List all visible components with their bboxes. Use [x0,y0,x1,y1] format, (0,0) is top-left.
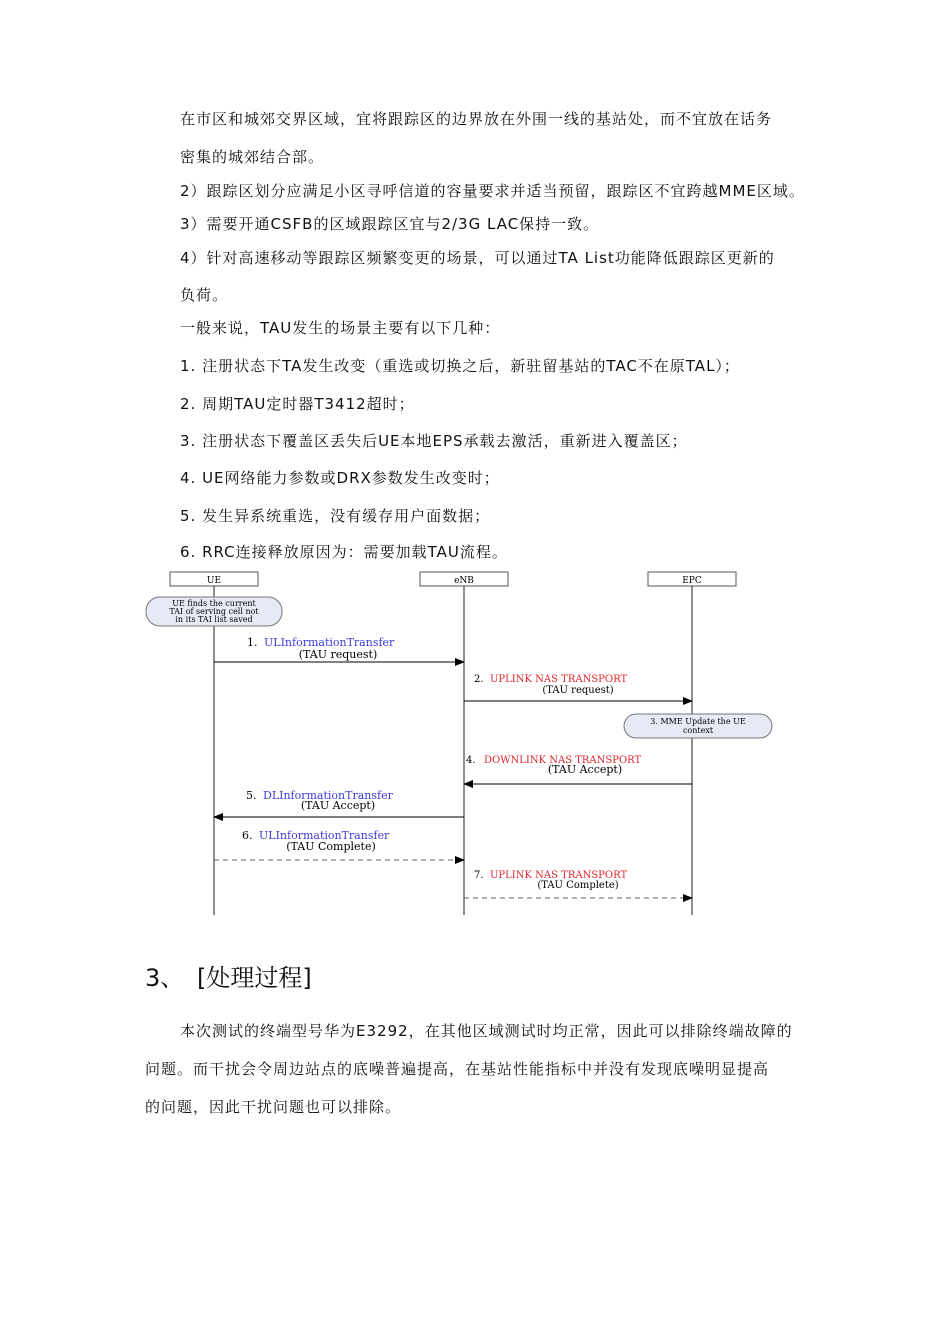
paragraph-line: 问题。而干扰会令周边站点的底噪普遍提高，在基站性能指标中并没有发现底噪明显提高 [145,1060,770,1078]
svg-text:eNB: eNB [454,576,474,586]
svg-text:ULInformationTransfer: ULInformationTransfer [264,636,395,649]
svg-text:3. MME Update the UE: 3. MME Update the UE [650,717,746,726]
paragraph-line: 本次测试的终端型号华为E3292，在其他区域测试时均正常，因此可以排除终端故障的 [180,1022,793,1040]
svg-text:DLInformationTransfer: DLInformationTransfer [263,789,393,802]
message-2 [464,674,692,701]
entity-enb [420,572,508,586]
list-item: 2. 周期TAU定时器T3412超时； [180,395,415,413]
svg-text:UE finds the current: UE finds the current [172,599,256,608]
svg-text:UPLINK NAS TRANSPORT: UPLINK NAS TRANSPORT [490,870,628,881]
list-item: 6. RRC连接释放原因为：需要加载TAU流程。 [180,543,508,561]
list-item: 3. 注册状态下覆盖区丢失后UE本地EPS承载去激活，重新进入覆盖区； [180,432,688,450]
section-title: [处理过程] [197,964,312,992]
svg-text:DOWNLINK NAS TRANSPORT: DOWNLINK NAS TRANSPORT [484,755,642,766]
paragraph-line: 4）针对高速移动等跟踪区频繁变更的场景，可以通过TA List功能降低跟踪区更新的 [180,249,775,267]
message-1 [214,636,464,662]
paragraph-line: 的问题，因此干扰问题也可以排除。 [145,1098,402,1116]
svg-text:ULInformationTransfer: ULInformationTransfer [259,829,390,842]
paragraph-line: 3）需要开通CSFB的区域跟踪区宜与2/3G LAC保持一致。 [180,215,600,233]
svg-text:EPC: EPC [682,576,702,586]
entity-ue [170,572,258,586]
paragraph-line: 密集的城郊结合部。 [180,148,325,166]
svg-text:4.: 4. [466,755,476,766]
note-ue-tai [146,597,282,626]
svg-text:(TAU request): (TAU request) [542,685,614,696]
svg-text:(TAU Complete): (TAU Complete) [537,880,619,891]
svg-text:UPLINK NAS TRANSPORT: UPLINK NAS TRANSPORT [490,674,628,685]
list-item: 5. 发生异系统重选，没有缓存用户面数据； [180,507,491,525]
message-5 [214,789,464,817]
paragraph-line: 2）跟踪区划分应满足小区寻呼信道的容量要求并适当预留，跟踪区不宜跨越MME区域。 [180,182,805,200]
svg-text:(TAU request): (TAU request) [298,648,378,661]
svg-text:(TAU Accept): (TAU Accept) [300,799,376,812]
section-heading [145,958,312,993]
svg-text:2.: 2. [474,674,484,685]
note-mme-update [624,714,772,738]
svg-text:TAI of serving cell not: TAI of serving cell not [169,607,259,616]
entity-epc [648,572,736,586]
list-intro: 一般来说，TAU发生的场景主要有以下几种： [180,319,501,337]
svg-text:context: context [682,726,714,735]
svg-text:1.: 1. [247,636,258,649]
svg-text:5.: 5. [246,789,257,802]
paragraph-line: 负荷。 [180,286,229,304]
message-4 [464,755,692,784]
svg-text:(TAU Accept): (TAU Accept) [547,763,623,776]
svg-text:(TAU Complete): (TAU Complete) [286,840,376,853]
svg-text:7.: 7. [474,870,484,881]
svg-text:in its TAI list saved: in its TAI list saved [175,615,253,624]
paragraph-line: 在市区和城郊交界区域，宜将跟踪区的边界放在外围一线的基站处，而不宜放在话务 [180,110,773,128]
list-item: 4. UE网络能力参数或DRX参数发生改变时； [180,469,500,487]
message-6 [214,829,464,860]
svg-text:6.: 6. [242,829,253,842]
message-7 [464,870,692,898]
svg-text:UE: UE [206,576,222,586]
section-number: 3、 [145,964,185,992]
list-item: 1. 注册状态下TA发生改变（重选或切换之后，新驻留基站的TAC不在原TAL）； [180,357,740,375]
